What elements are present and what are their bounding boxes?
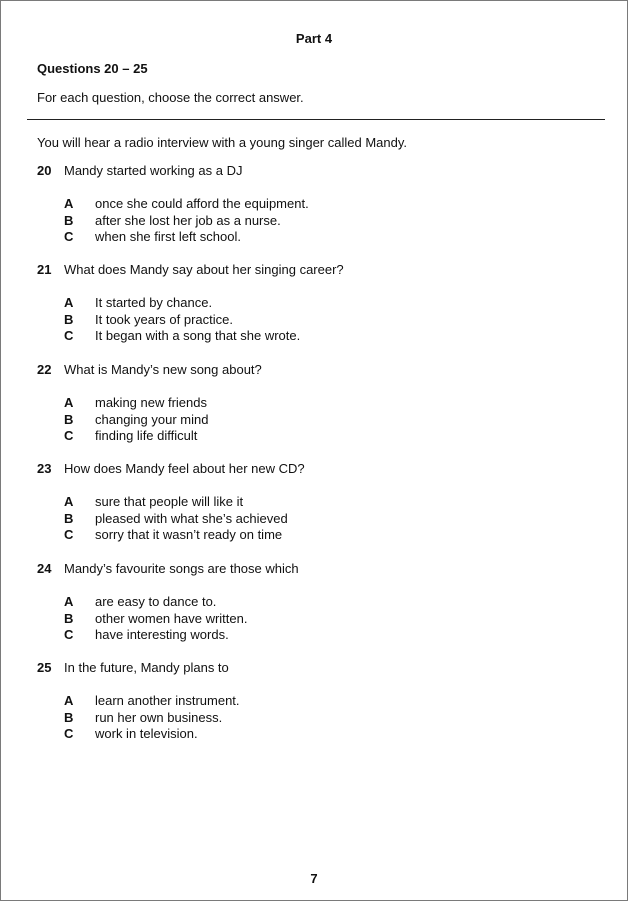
option-text: have interesting words. — [95, 627, 229, 643]
option-text: It took years of practice. — [95, 311, 234, 327]
question-number: 22 — [37, 362, 52, 377]
option-letter: B — [64, 411, 74, 427]
option-letter: A — [64, 693, 74, 708]
question-text: Mandy’s favourite songs are those which — [64, 561, 299, 576]
option-text: after she lost her job as a nurse. — [95, 212, 281, 228]
option-text: making new friends — [95, 395, 207, 410]
option-text: finding life difficult — [95, 428, 198, 444]
question-text: In the future, Mandy plans to — [64, 660, 229, 675]
question-number: 20 — [37, 163, 52, 178]
question-text: Mandy started working as a DJ — [64, 163, 243, 178]
option-letter: A — [64, 395, 74, 410]
question-24 — [37, 561, 597, 643]
option-letter: A — [64, 295, 74, 310]
option-letter: A — [64, 196, 74, 211]
question-25 — [37, 660, 597, 742]
question-20 — [37, 163, 597, 245]
instruction-text: For each question, choose the correct answer. — [37, 90, 304, 105]
option-text: It began with a song that she wrote. — [95, 328, 301, 344]
option-text: when she first left school. — [95, 229, 241, 245]
question-22 — [37, 362, 597, 444]
question-21 — [37, 262, 597, 344]
option-letter: C — [64, 428, 74, 444]
option-letter: B — [64, 709, 74, 725]
option-text: sorry that it wasn’t ready on time — [95, 527, 283, 543]
option-letter: B — [64, 212, 74, 228]
option-letter: C — [64, 627, 74, 643]
option-text: pleased with what she’s achieved — [95, 510, 288, 526]
option-letter: B — [64, 610, 74, 626]
option-letter: B — [64, 510, 74, 526]
question-number: 21 — [37, 262, 52, 277]
questions-heading: Questions 20 – 25 — [37, 61, 148, 76]
option-text: other women have written. — [95, 610, 248, 626]
question-text: How does Mandy feel about her new CD? — [64, 461, 305, 476]
question-text: What does Mandy say about her singing career? — [64, 262, 344, 277]
question-number: 25 — [37, 660, 52, 675]
option-letter: C — [64, 527, 74, 543]
option-text: work in television. — [95, 726, 198, 742]
question-23 — [37, 461, 597, 543]
option-letter: C — [64, 229, 74, 245]
option-text: sure that people will like it — [95, 494, 244, 509]
intro-text: You will hear a radio interview with a young singer called Mandy. — [37, 135, 407, 150]
option-text: run her own business. — [95, 709, 223, 725]
option-text: changing your mind — [95, 411, 209, 427]
option-text: It started by chance. — [95, 295, 213, 310]
option-letter: A — [64, 594, 74, 609]
option-text: once she could afford the equipment. — [95, 196, 309, 211]
question-number: 23 — [37, 461, 52, 476]
option-letter: A — [64, 494, 74, 509]
part-title: Part 4 — [295, 31, 333, 46]
section-divider — [27, 119, 605, 120]
option-letter: B — [64, 311, 74, 327]
question-text: What is Mandy’s new song about? — [64, 362, 262, 377]
question-number: 24 — [37, 561, 52, 576]
option-text: are easy to dance to. — [95, 594, 217, 609]
page-number: 7 — [310, 871, 318, 886]
option-letter: C — [64, 726, 74, 742]
option-letter: C — [64, 328, 74, 344]
option-text: learn another instrument. — [95, 693, 240, 708]
